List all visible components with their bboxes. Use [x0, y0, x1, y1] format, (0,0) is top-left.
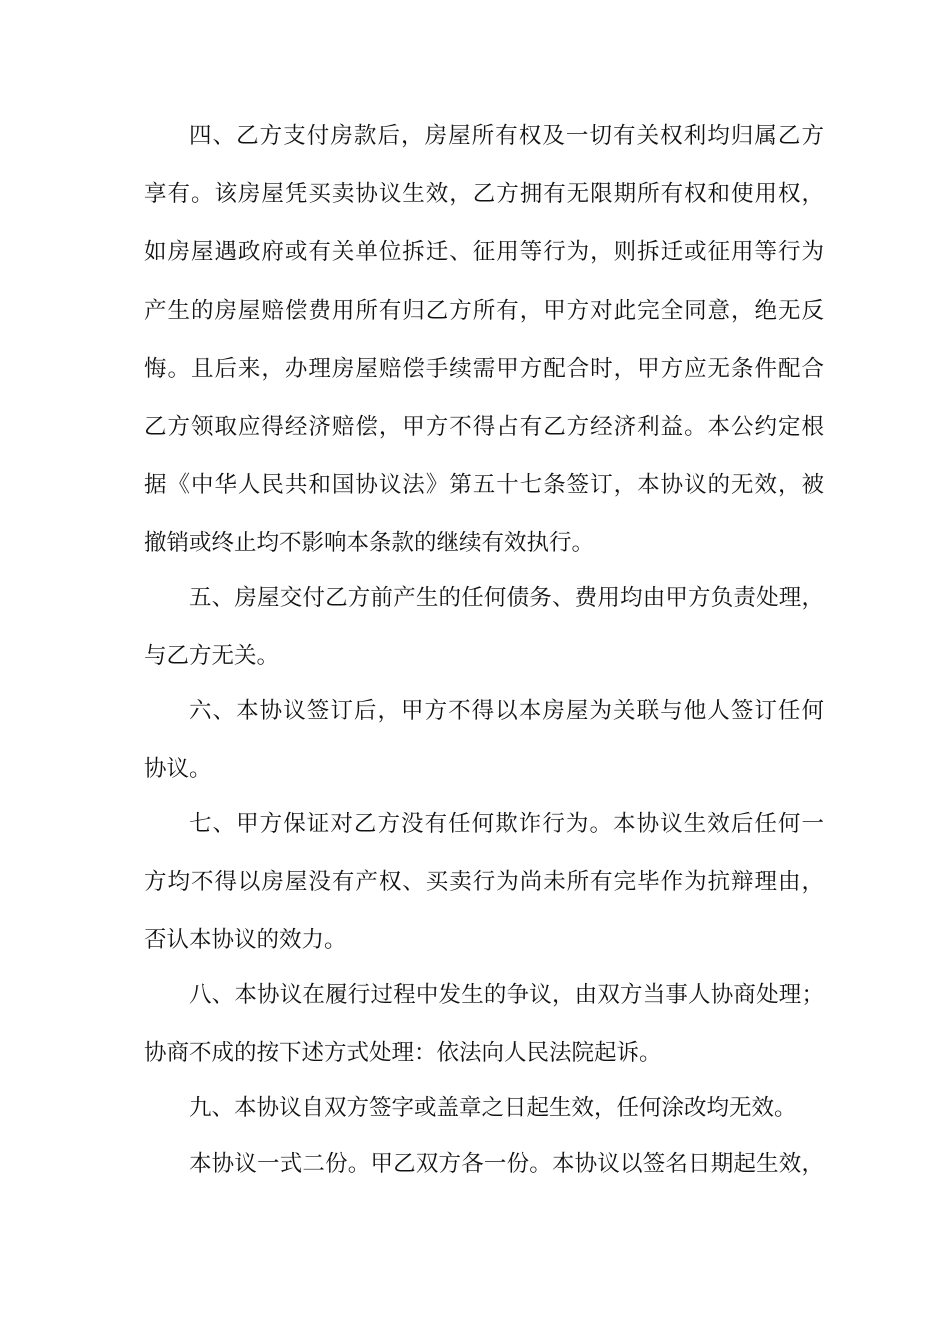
text-line: 四、乙方支付房款后，房屋所有权及一切有关权利均归属乙方: [189, 123, 824, 149]
text-line: 享有。该房屋凭买卖协议生效，乙方拥有无限期所有权和使用权，: [144, 181, 824, 207]
text-line: 据《中华人民共和国协议法》第五十七条签订，本协议的无效，被: [144, 472, 824, 498]
text-line: 五、房屋交付乙方前产生的任何债务、费用均由甲方负责处理，: [189, 585, 824, 611]
text-line: 八、本协议在履行过程中发生的争议，由双方当事人协商处理；: [189, 982, 824, 1008]
text-line: 九、本协议自双方签字或盖章之日起生效，任何涂改均无效。: [189, 1095, 797, 1121]
text-line: 乙方领取应得经济赔偿，甲方不得占有乙方经济利益。本公约定根: [144, 414, 824, 440]
text-line: 撤销或终止均不影响本条款的继续有效执行。: [144, 530, 595, 556]
text-line: 协商不成的按下述方式处理：依法向人民法院起诉。: [144, 1040, 662, 1066]
text-line: 本协议一式二份。甲乙双方各一份。本协议以签名日期起生效，: [189, 1151, 824, 1177]
text-line: 否认本协议的效力。: [144, 927, 347, 953]
text-line: 方均不得以房屋没有产权、买卖行为尚未所有完毕作为抗辩理由，: [144, 869, 824, 895]
text-line: 悔。且后来，办理房屋赔偿手续需甲方配合时，甲方应无条件配合: [144, 356, 824, 382]
text-line: 协议。: [144, 756, 212, 782]
text-line: 产生的房屋赔偿费用所有归乙方所有，甲方对此完全同意，绝无反: [144, 298, 824, 324]
text-line: 如房屋遇政府或有关单位拆迁、征用等行为，则拆迁或征用等行为: [144, 239, 824, 265]
text-line: 与乙方无关。: [144, 643, 280, 669]
text-line: 六、本协议签订后，甲方不得以本房屋为关联与他人签订任何: [189, 698, 824, 724]
text-line: 七、甲方保证对乙方没有任何欺诈行为。本协议生效后任何一: [189, 811, 824, 837]
